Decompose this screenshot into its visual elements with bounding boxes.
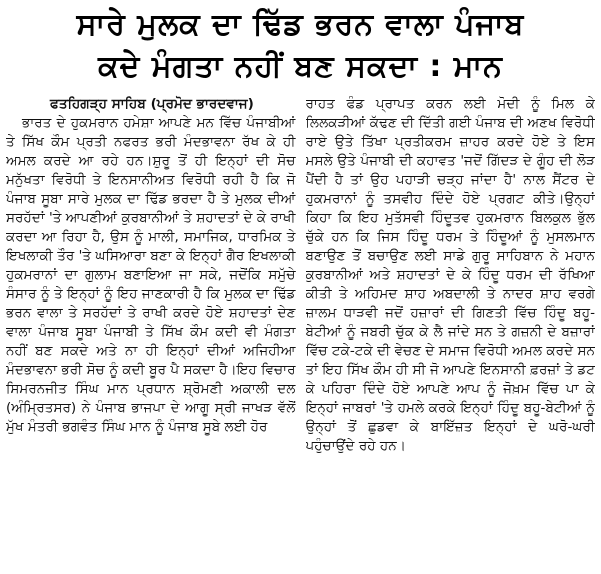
column-2-text: ਰਾਹਤ ਫੰਡ ਪ੍ਰਾਪਤ ਕਰਨ ਲਈ ਮੋਦੀ ਨੂੰ ਮਿਲ ਕੇ ਲਿਲਕੜੀਆਂ ਕੱਢਣ ਦੀ ਦਿੱਤੀ ਗਈ ਪੰਜਾਬ ਦੀ ਅਣਖ ਵਿਰੋਧੀ ਰਾਏ ਉਤੇ ਤਿੱਖਾ ਪ੍ਰਤੀਕਰਮ ਜ਼ਾਹਰ ਕਰਦੇ ਹੋਏ ਤੇ ਇਸ ਮਸਲੇ ਉਤੇ ਪੰਜਾਬੀ ਦੀ ਕਹਾਵਤ 'ਜਦੋਂ ਗਿੱਦੜ ਦੇ ਗੂੰਹ ਦੀ ਲੋੜ ਪੈਂਦੀ ਹੈ ਤਾਂ ਉਹ ਪਹਾੜੀ ਚੜ੍ਹ ਜਾਂਦਾ ਹੈ' ਨਾਲ ਸੈਂਟਰ ਦੇ ਹੁਕਮਰਾਨਾਂ ਨੂੰ ਤਸਵੀਹ ਦਿੰਦੇ ਹੋਏ ਪ੍ਰਗਟ ਕੀਤੇ।ਉਨ੍ਹਾਂ ਕਿਹਾ ਕਿ ਇਹ ਮੁਤੱਸਵੀ ਹਿੰਦੂਤਵ ਹੁਕਮਰਾਨ ਬਿਲਕੁਲ ਭੁੱਲ ਚੁੱਕੇ ਹਨ ਕਿ ਜਿਸ ਹਿੰਦੂ ਧਰਮ ਤੇ ਹਿੰਦੂਆਂ ਨੂੰ ਮੁਸਲਮਾਨ ਬਣਾਉਣ ਤੋਂ ਬਚਾਉਣ ਲਈ ਸਾਡੇ ਗੁਰੂ ਸਾਹਿਬਾਨ ਨੇ ਮਹਾਨ ਕੁਰਬਾਨੀਆਂ ਅਤੇ ਸ਼ਹਾਦਤਾਂ ਦੇ ਕੇ ਹਿੰਦੂ ਧਰਮ ਦੀ ਰੱਖਿਆ ਕੀਤੀ ਤੇ ਅਹਿਮਦ ਸ਼ਾਹ ਅਬਦਾਲੀ ਤੇ ਨਾਦਰ ਸ਼ਾਹ ਵਰਗੇ ਜ਼ਾਲਮ ਧਾੜਵੀ ਜਦੋਂ ਹਜ਼ਾਰਾਂ ਦੀ ਗਿਣਤੀ ਵਿੱਚ ਹਿੰਦੂ ਬਹੂ-ਬੇਟੀਆਂ ਨੂੰ ਜਬਰੀ ਚੁੱਕ ਕੇ ਲੈ ਜਾਂਦੇ ਸਨ ਤੇ ਗਜ਼ਨੀ ਦੇ ਬਜ਼ਾਰਾਂ ਵਿੱਚ ਟਕੇ-ਟਕੇ ਦੀ ਵੇਚਣ ਦੇ ਸਮਾਜ ਵਿਰੋਧੀ ਅਮਲ ਕਰਦੇ ਸਨ ਤਾਂ ਇਹ ਸਿੱਖ ਕੌਮ ਹੀ ਸੀ ਜੋ ਆਪਣੇ ਇਨਸਾਨੀ ਫ਼ਰਜ਼ਾਂ ਤੇ ਡਟ ਕੇ ਪਹਿਰਾ ਦਿੰਦੇ ਹੋਏ ਆਪਣੇ ਆਪ ਨੂੰ ਜੋਖ਼ਮ ਵਿੱਚ ਪਾ ਕੇ ਇਨ੍ਹਾਂ ਜਾਬਰਾਂ 'ਤੇ ਹਮਲੇ ਕਰਕੇ ਇਨ੍ਹਾਂ ਹਿੰਦੂ ਬਹੂ-ਬੇਟੀਆਂ ਨੂੰ ਉਨ੍ਹਾਂ ਤੋਂ ਛੁਡਵਾ ਕੇ ਬਾਇੱਜ਼ਤ ਇਨ੍ਹਾਂ ਦੇ ਘਰੋ-ਘਰੀ ਪਹੁੰਚਾਉਂਦੇ ਰਹੇ ਹਨ। [305, 96, 595, 454]
column-1-text: ਭਾਰਤ ਦੇ ਹੁਕਮਰਾਨ ਹਮੇਸ਼ਾ ਆਪਣੇ ਮਨ ਵਿੱਚ ਪੰਜਾਬੀਆਂ ਤੇ ਸਿੱਖ ਕੌਮ ਪ੍ਰਤੀ ਨਫਰਤ ਭਰੀ ਮੰਦਭਾਵਨਾ ਰੱਖ ਕੇ ਹੀ ਅਮਲ ਕਰਦੇ ਆ ਰਹੇ ਹਨ।ਸ਼ੁਰੂ ਤੋਂ ਹੀ ਇਨ੍ਹਾਂ ਦੀ ਸੋਚ ਮਨੁੱਖਤਾ ਵਿਰੋਧੀ ਤੇ ਇਨਸਾਨੀਅਤ ਵਿਰੋਧੀ ਰਹੀ ਹੈ ਕਿ ਜੋ ਪੰਜਾਬ ਸੂਬਾ ਸਾਰੇ ਮੁਲਕ ਦਾ ਢਿੱਡ ਭਰਦਾ ਹੈ ਤੇ ਮੁਲਕ ਦੀਆਂ ਸਰਹੱਦਾਂ 'ਤੇ ਆਪਣੀਆਂ ਕੁਰਬਾਨੀਆਂ ਤੇ ਸ਼ਹਾਦਤਾਂ ਦੇ ਕੇ ਰਾਖੀ ਕਰਦਾ ਆ ਰਿਹਾ ਹੈ, ਉਸ ਨੂੰ ਮਾਲੀ, ਸਮਾਜਿਕ, ਧਾਰਮਿਕ ਤੇ ਇਖਲਾਕੀ ਤੌਰ 'ਤੇ ਘਸਿਆਰਾ ਬਣਾ ਕੇ ਇਨ੍ਹਾਂ ਗੈਰ ਇਖਲਾਕੀ ਹੁਕਮਰਾਨਾਂ ਦਾ ਗੁਲਾਮ ਬਣਾਇਆ ਜਾ ਸਕੇ, ਜਦੋਂਕਿ ਸਮੁੱਚੇ ਸੰਸਾਰ ਨੂੰ ਤੇ ਇਨ੍ਹਾਂ ਨੂੰ ਇਹ ਜਾਣਕਾਰੀ ਹੈ ਕਿ ਮੁਲਕ ਦਾ ਢਿੱਡ ਭਰਨ ਵਾਲਾ ਤੇ ਸਰਹੱਦਾਂ ਤੇ ਰਾਖੀ ਕਰਦੇ ਹੋਏ ਸ਼ਹਾਦਤਾਂ ਦੇਣ ਵਾਲਾ ਪੰਜਾਬ ਸੂਬਾ ਪੰਜਾਬੀ ਤੇ ਸਿੱਖ ਕੌਮ ਕਦੀ ਵੀ ਮੰਗਤਾ ਨਹੀਂ ਬਣ ਸਕਦੇ ਅਤੇ ਨਾ ਹੀ ਇਨ੍ਹਾਂ ਦੀਆਂ ਅਜਿਹੀਆ ਮੰਦਭਾਵਨਾ ਭਰੀ ਸੋਚ ਨੂੰ ਕਦੀ ਬੂਰ ਪੈ ਸਕਦਾ ਹੈ।ਇਹ ਵਿਚਾਰ ਸਿਮਰਨਜੀਤ ਸਿੰਘ ਮਾਨ ਪ੍ਰਧਾਨ ਸ਼੍ਰੋਮਣੀ ਅਕਾਲੀ ਦਲ (ਅੰਮ੍ਰਿਤਸਰ) ਨੇ ਪੰਜਾਬ ਭਾਜਪਾ ਦੇ ਆਗੂ ਸ੍ਰੀ ਜਾਖੜ ਵੱਲੋਂ ਮੁੱਖ ਮੰਤਰੀ ਭਗਵੰਤ ਸਿੰਘ ਮਾਨ ਨੂੰ ਪੰਜਾਬ ਸੂਬੇ ਲਈ ਹੋਰ [6, 115, 296, 435]
article-body [6, 95, 595, 570]
dateline: ਫਤਹਿਗੜ੍ਹ ਸਾਹਿਬ (ਪ੍ਰਮੋਦ ਭਾਰਦਵਾਜ) [50, 96, 254, 112]
headline-line-1: ਸਾਰੇ ਮੁਲਕ ਦਾ ਢਿੱਡ ਭਰਨ ਵਾਲਾ ਪੰਜਾਬ [76, 7, 525, 42]
article-column-right [306, 95, 596, 570]
headline-line-2: ਕਦੇ ਮੰਗਤਾ ਨਹੀਂ ਬਣ ਸਕਦਾ : ਮਾਨ [98, 49, 503, 84]
article-column-left [6, 95, 296, 570]
